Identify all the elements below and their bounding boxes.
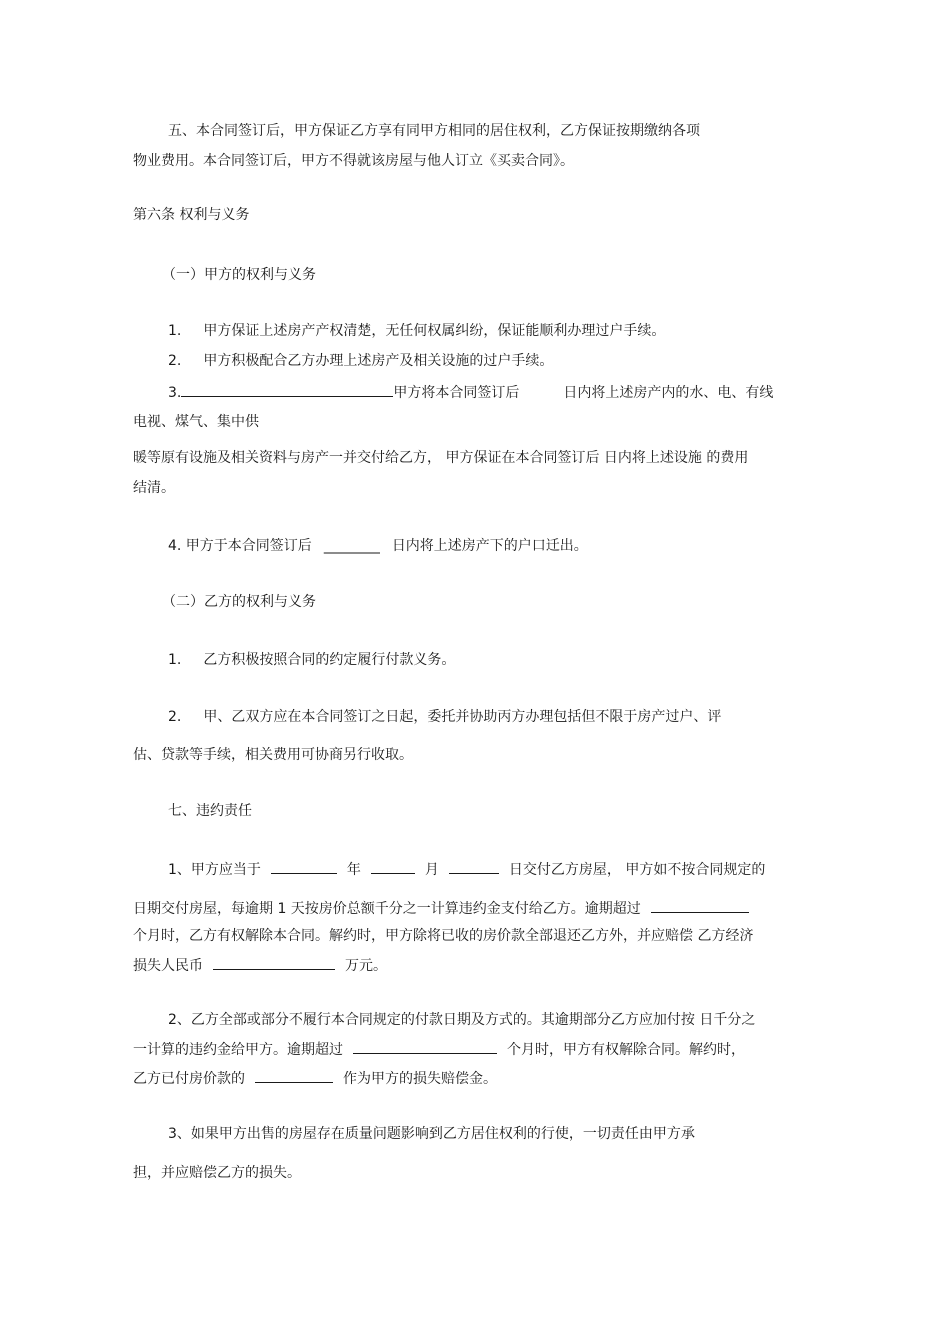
blank-line <box>449 860 499 874</box>
breach-item2-line2 <box>133 1040 745 1059</box>
item-text: 甲方保证上述房产产权清楚，无任何权属纠纷，保证能顺利办理过户手续。 <box>203 323 666 339</box>
item-text: 日期交付房屋，每逾期 1 天按房价总额千分之一计算违约金支付给乙方。逾期超过 <box>133 901 641 917</box>
item-text: 日交付乙方房屋， 甲方如不按合同规定的 <box>508 862 766 878</box>
breach-item1-line4 <box>133 956 387 975</box>
item-text: 乙方积极按照合同的约定履行付款义务。 <box>203 652 456 668</box>
party-a-item3-line4: 结清。 <box>133 480 175 496</box>
party-a-item3-line2: 电视、煤气、集中供 <box>133 414 259 430</box>
party-a-item3-line3: 暖等原有设施及相关资料与房产一并交付给乙方， 甲方保证在本合同签订后 日内将上述设施 的费用 <box>133 450 749 466</box>
breach-item1-line1 <box>168 860 765 879</box>
party-a-item3 <box>168 383 773 402</box>
blank-line <box>213 956 335 970</box>
item-text: 损失人民币 <box>133 958 203 974</box>
item-number: 3. <box>168 385 182 401</box>
item-text: 作为甲方的损失赔偿金。 <box>343 1071 497 1087</box>
blank-line <box>255 1069 333 1083</box>
section5-line2: 物业费用。本合同签订后，甲方不得就该房屋与他人订立《买卖合同》。 <box>133 153 574 169</box>
breach-item1-line2 <box>133 899 749 918</box>
item-text: 月 <box>424 862 439 878</box>
breach-item2-line1: 2、乙方全部或部分不履行本合同规定的付款日期及方式的。其逾期部分乙方应加付按 日千分之 <box>168 1012 756 1028</box>
party-b-heading: （二）乙方的权利与义务 <box>162 594 316 610</box>
item-text: 年 <box>346 862 361 878</box>
item-text: 万元。 <box>345 958 387 974</box>
party-b-item2 <box>168 708 721 726</box>
item-text: 甲、乙双方应在本合同签订之日起，委托并协助丙方办理包括但不限于房产过户、评 <box>203 709 722 725</box>
party-b-item1 <box>168 651 455 669</box>
breach-item3-line1: 3、如果甲方出售的房屋存在质量问题影响到乙方居住权利的行使，一切责任由甲方承 <box>168 1126 695 1142</box>
blank-line <box>353 1040 497 1054</box>
item-number: 1. <box>168 652 182 668</box>
item-text: 个月时，甲方有权解除合同。解约时， <box>507 1042 745 1058</box>
blank-line <box>371 860 415 874</box>
item-text: 日内将上述房产内的水、电、有线 <box>563 385 774 401</box>
breach-item3-line2: 担，并应赔偿乙方的损失。 <box>133 1165 301 1181</box>
article6-title: 第六条 权利与义务 <box>133 207 250 223</box>
item-text: 4. 甲方于本合同签订后 <box>168 538 312 554</box>
party-a-item1 <box>168 322 665 340</box>
item-text: 日内将上述房产下的户口迁出。 <box>391 538 588 554</box>
item-text: 1、甲方应当于 <box>168 862 261 878</box>
section5-line1: 五、本合同签订后，甲方保证乙方享有同甲方相同的居住权利，乙方保证按期缴纳各项 <box>168 123 700 139</box>
blank-line: ________ <box>323 538 380 554</box>
item-text: 甲方将本合同签订后 <box>393 385 520 401</box>
section7-title: 七、违约责任 <box>168 803 252 819</box>
item-number: 2. <box>168 709 182 725</box>
item-number: 2. <box>168 353 182 369</box>
item-text: 一计算的违约金给甲方。逾期超过 <box>133 1042 343 1058</box>
item-text: 乙方已付房价款的 <box>133 1071 245 1087</box>
party-b-item2-line2: 估、贷款等手续，相关费用可协商另行收取。 <box>133 747 413 763</box>
party-a-heading: （一）甲方的权利与义务 <box>162 267 316 283</box>
blank-line <box>271 860 337 874</box>
item-text: 甲方积极配合乙方办理上述房产及相关设施的过户手续。 <box>203 353 554 369</box>
blank-line <box>181 383 393 397</box>
blank-line <box>651 899 749 913</box>
breach-item1-line3: 个月时，乙方有权解除本合同。解约时，甲方除将已收的房价款全部退还乙方外，并应赔偿 乙方经济 <box>133 928 754 944</box>
party-a-item2 <box>168 352 553 370</box>
breach-item2-line3 <box>133 1069 497 1088</box>
item-number: 1. <box>168 323 182 339</box>
party-a-item4 <box>168 537 588 555</box>
